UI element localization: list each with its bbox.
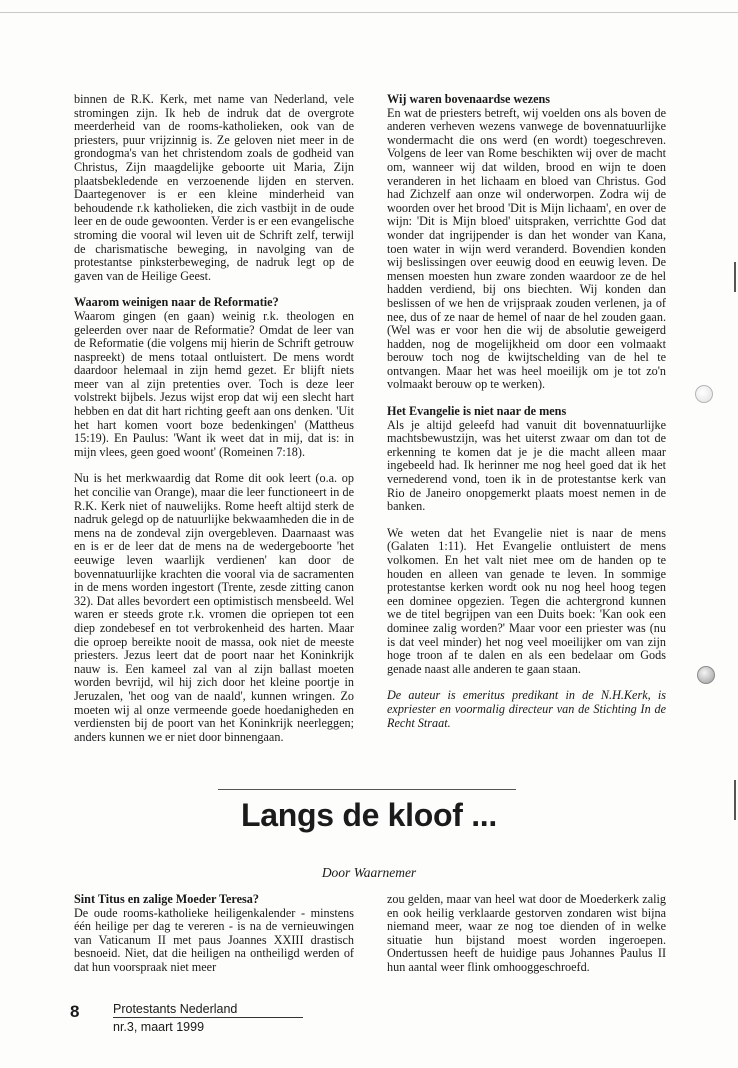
heading-wezens: Wij waren bovenaardse wezens [387, 92, 551, 106]
scan-top-edge [0, 12, 738, 13]
article-left-column [74, 893, 354, 988]
author-note: De auteur is emeritus predikant in de N.H.Kerk, is expriester en voormalig directeur van de Stichting In de Recht Straat. [387, 688, 666, 730]
scan-edge-mark [734, 262, 736, 292]
heading-evangelie: Het Evangelie is niet naar de mens [387, 404, 567, 419]
title-divider [218, 789, 516, 790]
heading-titus: Sint Titus en zalige Moeder Teresa? [74, 892, 259, 906]
intro-paragraph: binnen de R.K. Kerk, met name van Nederland, vele stromingen zijn. Ik heb de indruk dat de overgrote meerderheid van de rooms-katholieken, ook van de priesters, puur vrijzinnig is. Ze geloven niet meer in de grondogma's van het christendom zoals de godheid van Christus, Zijn maagdelijke geboorte uit Maria, Zijn plaatsbekledende en verzoenende lijden en sterven. Daartegenover is er een kleine minderheid van behoudende r.k katholieken, die zich vastbijt in de oude leer en de oude gewoonten. Verder is er een evangelische stroming die vooral wil leven uit de Schrift zelf, terwijl de charismatische beweging, in navolging van de protestantse pinksterbeweging, de nadruk legt op de gaven van de Heilige Geest. [74, 92, 354, 283]
reformatie-section [74, 296, 354, 459]
article-title: Langs de kloof ... [241, 797, 497, 833]
article-right-column [387, 893, 666, 988]
wezens-paragraph: En wat de priesters betreft, wij voelden ons als boven de anderen verheven wezens vanwege de bovennatuurlijke wondermacht die ons werd (en wordt) toegeschreven. Volgens de leer van Rome beschikten wij over de macht om, wanneer wij dat wilden, brood en wijn te doen veranderen in het lichaam en bloed van Christus. God had Zichzelf aan onze wil onderworpen. Zodra wij de woorden over het brood 'Dit is Mijn lichaam', en over de wijn: 'Dit is Mijn bloed' uitspraken, verrichtte God dat wonder dat ingrijpender is dan het wonder van Kana, toen water in wijn werd veranderd. Bovendien konden wij beslissingen over eeuwig dood en eeuwig leven. De mensen moesten hun zware zonden waardoor ze de hel hadden verdiend, bij ons biechten. Wij konden dan beslissen of we hen de vrijspraak zouden verlenen, ja of nee, dus of ze naar de hemel of naar de hel zouden gaan. (Wel was er voor hen die wij de absolutie geweigerd hadden, nog de mogelijkheid om door een volmaakt berouw toch nog de kwijtschelding van de hel te ontvangen. Maar het was heel moeilijk om je tot zo'n volmaakt berouw op te werken). [387, 105, 666, 392]
article-byline: Door Waarnemer [321, 865, 417, 880]
galaten-section [387, 527, 666, 677]
article-right-paragraph: zou gelden, maar van heel wat door de Moederkerk zalig en ook heilig verklaarde gestorven zondaren wist bijna niemand meer, waar ze nog toe dienden of in welke situatie hun bijstand moest worden ingeroepen. Ondertussen heeft de huidige paus Johannes Paulus II hun aantal weer flink omhooggeschroefd. [387, 892, 666, 974]
right-column [387, 93, 666, 743]
punch-hole-icon [697, 666, 715, 684]
galaten-paragraph: We weten dat het Evangelie niet is naar de mens (Galaten 1:11). Het Evangelie ontluistert de mens volkomen. En het valt niet mee om de handen op te houden en alleen van genade te leven. In sommige protestantse kerken wordt ook nu nog heel hoog tegen een dominee opgezien. Tegen die achtergrond kunnen we de titel begrijpen van een Duits boek: 'Kan ook een dominee zalig worden?' Maar voor een priester was (nu is dat veel minder) het nog veel moeilijker om van zijn hoge troon af te dalen en als een bedelaar om Gods genade naast alle anderen te gaan staan. [387, 525, 666, 676]
heading-reformatie: Waarom weinigen naar de Reformatie? [74, 295, 279, 310]
evangelie-paragraph: Als je altijd geleefd had vanuit dit bovennatuurlijke machtsbewustzijn, was het uiterst zwaar om dan tot de erkenning te komen dat je je die macht alleen maar ingebeeld had. Ik herinner me nog heel goed dat ik het vernederend vond, toen ik in de protestantse kerk van Rio de Janeiro onopgemerkt plaats moest nemen in de banken. [387, 417, 666, 514]
wezens-section [387, 93, 666, 392]
punch-hole-icon [695, 385, 713, 403]
rome-section [74, 472, 354, 744]
left-column [74, 93, 354, 757]
page-number: 8 [70, 1002, 80, 1021]
publication-issue: nr.3, maart 1999 [113, 1020, 205, 1034]
article-left-paragraph: De oude rooms-katholieke heiligenkalender - minstens één heilige per dag te vereren - is na de vernieuwingen van Vaticanum II met paus Joannes XXIII drastisch besnoeid. Niet, dat die heiligen na ontheiligd werden of dat hun voorspraak niet meer [74, 905, 354, 974]
rome-paragraph: Nu is het merkwaardig dat Rome dit ook leert (o.a. op het concilie van Orange), maar die leer functioneert in de R.K. Kerk niet of nauwelijks. Rome heeft altijd sterk de nadruk gelegd op de natuurlijke bekwaamheden die in de mens na de zondeval zijn overgebleven. Daarnaast was en is er de leer dat de mens na de wedergeboorte 'het eeuwige leven waarlijk verdienen' kan door de bovennatuurlijke krachten die vooral via de sacramenten in de mens worden ingestort (Trente, zesde zitting canon 32). Dat alles bevordert een optimistisch mensbeeld. Wel waren er steeds grote r.k. vromen die opriepen tot een diep zondebesef en tot verbrokenheid des harten. Maar die oproep bereikte nooit de massa, ook niet de meeste priesters. Jezus leert dat de poort naar het Koninkrijk nauw is. Een kameel zal van al zijn ballast moeten worden bevrijd, wil hij zich door het kleine poortje in Jeruzalen, 'het oog van de naald', kunnen wringen. Zo moeten wij al onze vermeende goede hoedanigheden en verdiensten bij de poort van het Koninkrijk neerleggen; anders kunnen we er niet door binnengaan. [74, 471, 354, 744]
publication-name: Protestants Nederland [113, 1002, 303, 1018]
reformatie-paragraph: Waarom gingen (en gaan) weinig r.k. theologen en geleerden over naar de Reformatie? Omdat de leer van de Reformatie (die volgens mij hierin de Schrift getrouw naspreekt) de mens totaal ontluistert. De mens wordt daardoor helemaal in zijn hemd gezet. Er blijft niets meer van al zijn pretenties over. Toch is deze leer volstrekt bijbels. Jezus wijst erop dat wij een slecht hart hebben en dat dit hart richting geeft aan ons denken. 'Uit het hart komen voort boze bedenkingen' (Mattheus 15:19). En Paulus: 'Want ik weet dat in mij, dat is: in mijn vlees, geen goed woont' (Romeinen 7:18). [74, 308, 354, 459]
evangelie-section [387, 405, 666, 514]
intro-section [74, 93, 354, 283]
scan-edge-mark [734, 780, 736, 820]
